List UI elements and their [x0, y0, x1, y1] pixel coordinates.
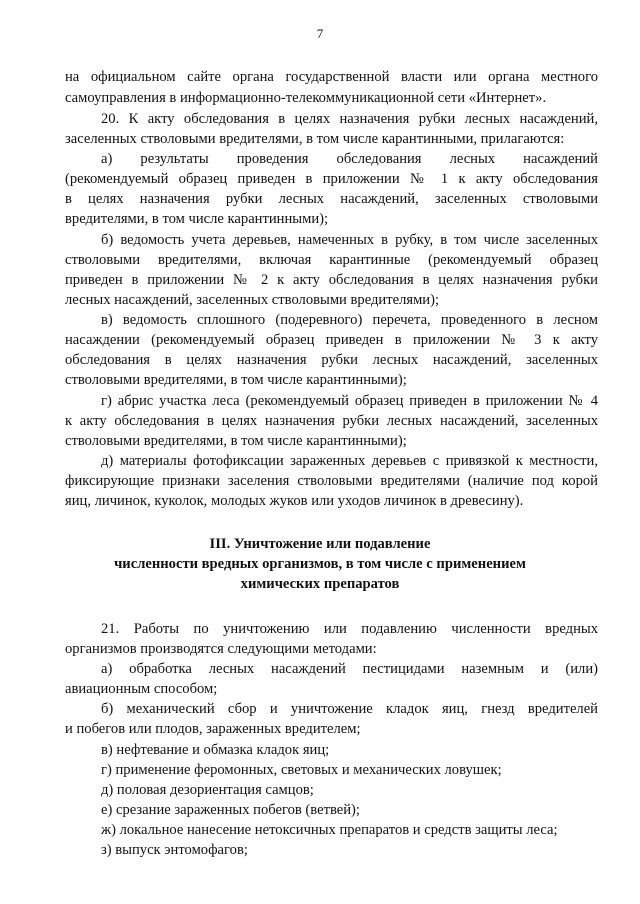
text-line: з) выпуск энтомофагов; [101, 842, 248, 858]
text-line: насаждении (рекомендуемый образец приведен в приложении № 3 к акту [65, 332, 598, 348]
text-line: в) ведомость сплошного (подеревного) перечета, проведенного в лесном [101, 312, 598, 328]
text-line: авиационным способом; [65, 681, 218, 697]
text-line: б) ведомость учета деревьев, намеченных в рубку, в том числе заселенных [101, 232, 598, 248]
section-heading-line: химических препаратов [240, 576, 400, 592]
text-line: 20. К акту обследования в целях назначения рубки лесных насаждений, [101, 111, 598, 127]
text-line: ж) локальное нанесение нетоксичных препаратов и средств защиты леса; [101, 822, 558, 838]
text-line: б) механический сбор и уничтожение кладок яиц, гнезд вредителей [101, 701, 598, 717]
text-line: обследования в целях назначения рубки лесных насаждений, заселенных [65, 352, 598, 368]
text-line: вредителями, в том числе карантинными); [65, 211, 329, 227]
section-heading-line: III. Уничтожение или подавление [209, 536, 431, 552]
text-line: яиц, личинок, куколок, молодых жуков или уходов личинок в древесину). [65, 493, 524, 509]
text-line: д) половая дезориентация самцов; [101, 782, 314, 798]
text-line: (рекомендуемый образец приведен в приложении № 1 к акту обследования [65, 171, 598, 187]
text-line: д) материалы фотофиксации зараженных деревьев с привязкой к местности, [101, 453, 598, 469]
text-line: лесных насаждений, заселенных стволовыми вредителями); [65, 292, 440, 308]
text-line: стволовыми вредителями, в том числе карантинными); [65, 372, 407, 388]
text-line: 21. Работы по уничтожению или подавлению численности вредных [101, 621, 598, 637]
text-line: а) обработка лесных насаждений пестицидами наземным и (или) [101, 661, 598, 677]
text-line: и побегов или плодов, зараженных вредителем; [65, 721, 361, 737]
page-number: 7 [316, 26, 324, 41]
text-line: е) срезание зараженных побегов (ветвей); [101, 802, 360, 818]
text-line: г) применение феромонных, световых и механических ловушек; [101, 762, 502, 778]
text-line: в) нефтевание и обмазка кладок яиц; [101, 742, 330, 758]
text-line: в целях назначения рубки лесных насаждений, заселенных стволовыми [65, 191, 598, 207]
text-line: стволовыми вредителями, в том числе карантинными); [65, 433, 407, 449]
text-line: г) абрис участка леса (рекомендуемый образец приведен в приложении № 4 [101, 393, 598, 409]
section-heading-line: численности вредных организмов, в том числе с применением [114, 556, 526, 572]
text-line: к акту обследования в целях назначения рубки лесных насаждений, заселенных [65, 413, 598, 429]
text-line: а) результаты проведения обследования лесных насаждений [101, 151, 598, 167]
text-line: организмов производятся следующими методами: [65, 641, 377, 657]
text-line: приведен в приложении № 2 к акту обследования в целях назначения рубки [65, 272, 598, 288]
text-line: фиксирующие признаки заселения стволовыми вредителями (наличие под корой [65, 473, 598, 489]
text-line: стволовыми вредителями, включая карантинные (рекомендуемый образец [65, 252, 598, 268]
text-line: на официальном сайте органа государственной власти или органа местного [65, 69, 598, 85]
text-line: заселенных стволовыми вредителями, в том числе карантинными, прилагаются: [65, 131, 565, 147]
text-line: самоуправления в информационно-телекоммуникационной сети «Интернет». [65, 90, 547, 106]
